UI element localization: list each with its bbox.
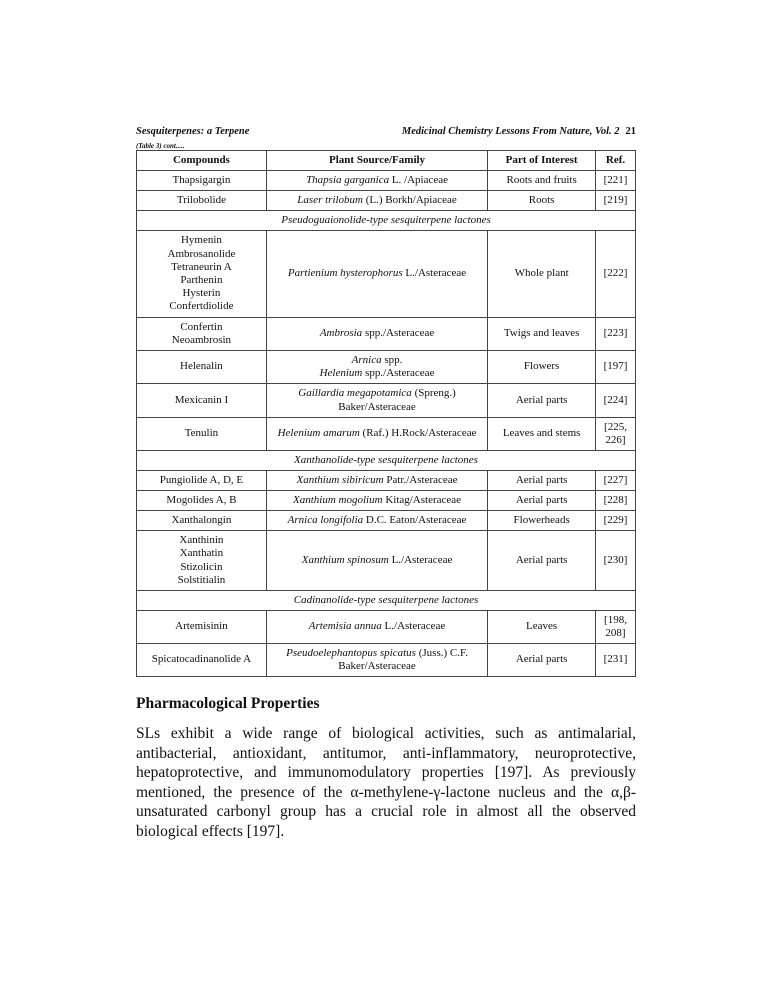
compound-name: Helenalin: [180, 360, 223, 373]
cell-part-of-interest: Twigs and leaves: [488, 318, 596, 351]
cell-ref: [219]: [596, 191, 636, 211]
species-name: Xanthium sibiricum: [296, 473, 384, 486]
family-text: spp.: [381, 353, 403, 366]
compound-name: Hymenin: [180, 234, 222, 247]
plant-source-line: [271, 401, 483, 414]
cell-part-of-interest: Aerial parts: [488, 644, 596, 677]
family-text: (L.) Borkh/Apiaceae: [363, 193, 457, 206]
table-section-row: [137, 211, 636, 231]
species-name: Helenium amarum: [277, 427, 360, 440]
compound-name: Spicatocadinanolide A: [151, 653, 252, 666]
cell-ref: [223]: [596, 318, 636, 351]
cell-plant-source: [266, 384, 487, 418]
species-name: Ambrosia: [319, 327, 363, 340]
cell-ref: [229]: [596, 511, 636, 531]
compound-name: Mogolides A, B: [166, 493, 237, 506]
cell-ref: [224]: [596, 384, 636, 418]
compound-name: Ambrosanolide: [167, 247, 236, 260]
family-text: L./Asteraceae: [402, 267, 467, 280]
table-body: [137, 171, 636, 677]
compound-name: Confertdiolide: [169, 300, 234, 313]
cell-part-of-interest: Leaves: [488, 611, 596, 644]
cell-plant-source: [266, 231, 487, 318]
compound-name: Tenulin: [184, 427, 219, 440]
section-title: Cadinanolide-type sesquiterpene lactones: [137, 591, 636, 611]
cell-ref: [231]: [596, 644, 636, 677]
header-volume-title: Medicinal Chemistry Lessons From Nature, Vol. 2: [401, 126, 620, 137]
compound-name: Hysterin: [182, 287, 221, 300]
compound-name: Xanthalongin: [171, 513, 232, 526]
section-title: Xanthanolide-type sesquiterpene lactones: [137, 451, 636, 471]
cell-plant-source: [266, 531, 487, 591]
species-name: Partienium hysterophorus: [287, 267, 403, 280]
table-row: [137, 471, 636, 491]
table-row: [137, 644, 636, 677]
compound-name: Artemisinin: [175, 620, 228, 633]
cell-compounds: [137, 171, 267, 191]
plant-source-line: [271, 647, 483, 660]
cell-compounds: [137, 231, 267, 318]
table-row: [137, 191, 636, 211]
species-name: Xanthium spinosum: [301, 553, 389, 566]
compound-name: Parthenin: [180, 274, 223, 286]
running-header: [136, 126, 636, 142]
plant-source-line: [271, 474, 483, 487]
table-row: [137, 384, 636, 418]
table-row: [137, 231, 636, 318]
family-text: Baker/Asteraceae: [338, 400, 416, 413]
table-row: [137, 171, 636, 191]
cell-part-of-interest: Whole plant: [488, 231, 596, 318]
family-text: Baker/Asteraceae: [338, 660, 416, 672]
table-row: [137, 351, 636, 384]
plant-source-line: [271, 367, 483, 380]
section-title: Pseudoguaionolide-type sesquiterpene lactones: [137, 211, 636, 231]
header-book-title: Sesquiterpenes: a Terpene: [136, 126, 250, 137]
species-name: Thapsia garganica: [306, 173, 390, 186]
cell-ref: [227]: [596, 471, 636, 491]
table-row: [137, 318, 636, 351]
column-header-compounds: Compounds: [137, 151, 267, 171]
family-text: spp./Asteraceae: [362, 367, 435, 379]
table-row: [137, 491, 636, 511]
cell-part-of-interest: Flowerheads: [488, 511, 596, 531]
cell-ref: [197]: [596, 351, 636, 384]
plant-source-line: [271, 620, 483, 633]
cell-compounds: [137, 418, 267, 451]
plant-source-line: [271, 354, 483, 367]
cell-compounds: [137, 471, 267, 491]
plant-source-line: [271, 494, 483, 507]
family-text: spp./Asteraceae: [362, 327, 435, 340]
compound-name: Trilobolide: [176, 193, 226, 206]
compound-name: Confertin: [180, 320, 223, 333]
section-heading: Pharmacological Properties: [136, 695, 320, 712]
compound-name: Thapsigargin: [172, 173, 231, 186]
species-name: Gaillardia megapotamica: [298, 387, 412, 400]
table-row: [137, 418, 636, 451]
column-header-plant-source: Plant Source/Family: [266, 151, 487, 171]
table-row: [137, 611, 636, 644]
cell-compounds: [137, 384, 267, 418]
compound-name: Mexicanin I: [174, 393, 229, 406]
cell-compounds: [137, 531, 267, 591]
plant-source-line: [271, 194, 483, 207]
family-text: L./Asteraceae: [388, 553, 453, 566]
family-text: (Raf.) H.Rock/Asteraceae: [359, 427, 477, 440]
cell-plant-source: [266, 351, 487, 384]
cell-ref: [230]: [596, 531, 636, 591]
cell-part-of-interest: Flowers: [488, 351, 596, 384]
plant-source-line: [271, 174, 483, 187]
cell-part-of-interest: Aerial parts: [488, 384, 596, 418]
species-name: Pseudoelephantopus spicatus: [286, 646, 416, 659]
family-text: Kitag/Asteraceae: [382, 493, 462, 506]
plant-source-line: [271, 387, 483, 400]
cell-ref: [228]: [596, 491, 636, 511]
table-continuation-note: (Table 3) cont.....: [136, 142, 185, 150]
compound-name: Solstitialin: [177, 573, 226, 586]
table-row: [137, 531, 636, 591]
plant-source-line: [271, 327, 483, 340]
compounds-table: [136, 150, 636, 677]
page-number: 21: [625, 126, 636, 137]
cell-compounds: [137, 318, 267, 351]
table-row: [137, 511, 636, 531]
family-text: (Spreng.): [411, 387, 456, 400]
species-name: Arnica longifolia: [287, 513, 364, 526]
species-name: Helenium: [319, 367, 363, 379]
family-text: L./Asteraceae: [381, 620, 446, 633]
cell-part-of-interest: Aerial parts: [488, 471, 596, 491]
header-series-title: [402, 126, 636, 137]
cell-compounds: [137, 351, 267, 384]
compound-name: Tetraneurin A: [171, 260, 232, 273]
cell-plant-source: [266, 491, 487, 511]
column-header-ref: Ref.: [596, 151, 636, 171]
plant-source-line: [271, 267, 483, 280]
cell-compounds: [137, 191, 267, 211]
cell-plant-source: [266, 318, 487, 351]
compound-name: Stizolicin: [180, 560, 223, 573]
cell-plant-source: [266, 471, 487, 491]
compound-name: Neoambrosin: [171, 334, 232, 346]
column-header-part-of-interest: Part of Interest: [488, 151, 596, 171]
cell-part-of-interest: Leaves and stems: [488, 418, 596, 451]
cell-compounds: [137, 611, 267, 644]
plant-source-line: [271, 554, 483, 567]
family-text: Patr./Asteraceae: [383, 473, 458, 486]
cell-plant-source: [266, 418, 487, 451]
compound-name: Pungiolide A, D, E: [159, 473, 244, 486]
cell-part-of-interest: Roots and fruits: [488, 171, 596, 191]
species-name: Arnica: [351, 353, 382, 366]
body-paragraph: SLs exhibit a wide range of biological activities, such as antimalarial, antibacterial, antioxidant, antitumor, anti-inflammatory, neuroprotective, hepatoprotective, and immunomodulatory properties [197]. As previously mentioned, the presence of the α-methylene-γ-lactone nucleus and the α,β-unsaturated carbonyl group has a crucial role in almost all the observed biological effects [197].: [136, 725, 636, 840]
cell-compounds: [137, 644, 267, 677]
cell-compounds: [137, 511, 267, 531]
cell-part-of-interest: Aerial parts: [488, 531, 596, 591]
cell-plant-source: [266, 191, 487, 211]
species-name: Xanthium mogolium: [293, 493, 383, 506]
cell-part-of-interest: Aerial parts: [488, 491, 596, 511]
compound-name: Xanthatin: [179, 547, 224, 560]
plant-source-line: [271, 427, 483, 440]
table-section-row: [137, 451, 636, 471]
plant-source-line: [271, 660, 483, 673]
plant-source-line: [271, 514, 483, 527]
table-header-row: [137, 151, 636, 171]
cell-part-of-interest: Roots: [488, 191, 596, 211]
cell-ref: [222]: [596, 231, 636, 318]
cell-ref: [221]: [596, 171, 636, 191]
compound-name: Xanthinin: [179, 534, 224, 547]
cell-ref: [225, 226]: [596, 418, 636, 451]
family-text: D.C. Eaton/Asteraceae: [363, 513, 467, 526]
species-name: Artemisia annua: [308, 620, 382, 633]
family-text: L. /Apiaceae: [389, 173, 449, 186]
cell-compounds: [137, 491, 267, 511]
family-text: (Juss.) C.F.: [415, 646, 468, 659]
cell-plant-source: [266, 611, 487, 644]
cell-ref: [198, 208]: [596, 611, 636, 644]
cell-plant-source: [266, 511, 487, 531]
cell-plant-source: [266, 171, 487, 191]
table-section-row: [137, 591, 636, 611]
species-name: Laser trilobum: [297, 193, 364, 206]
cell-plant-source: [266, 644, 487, 677]
